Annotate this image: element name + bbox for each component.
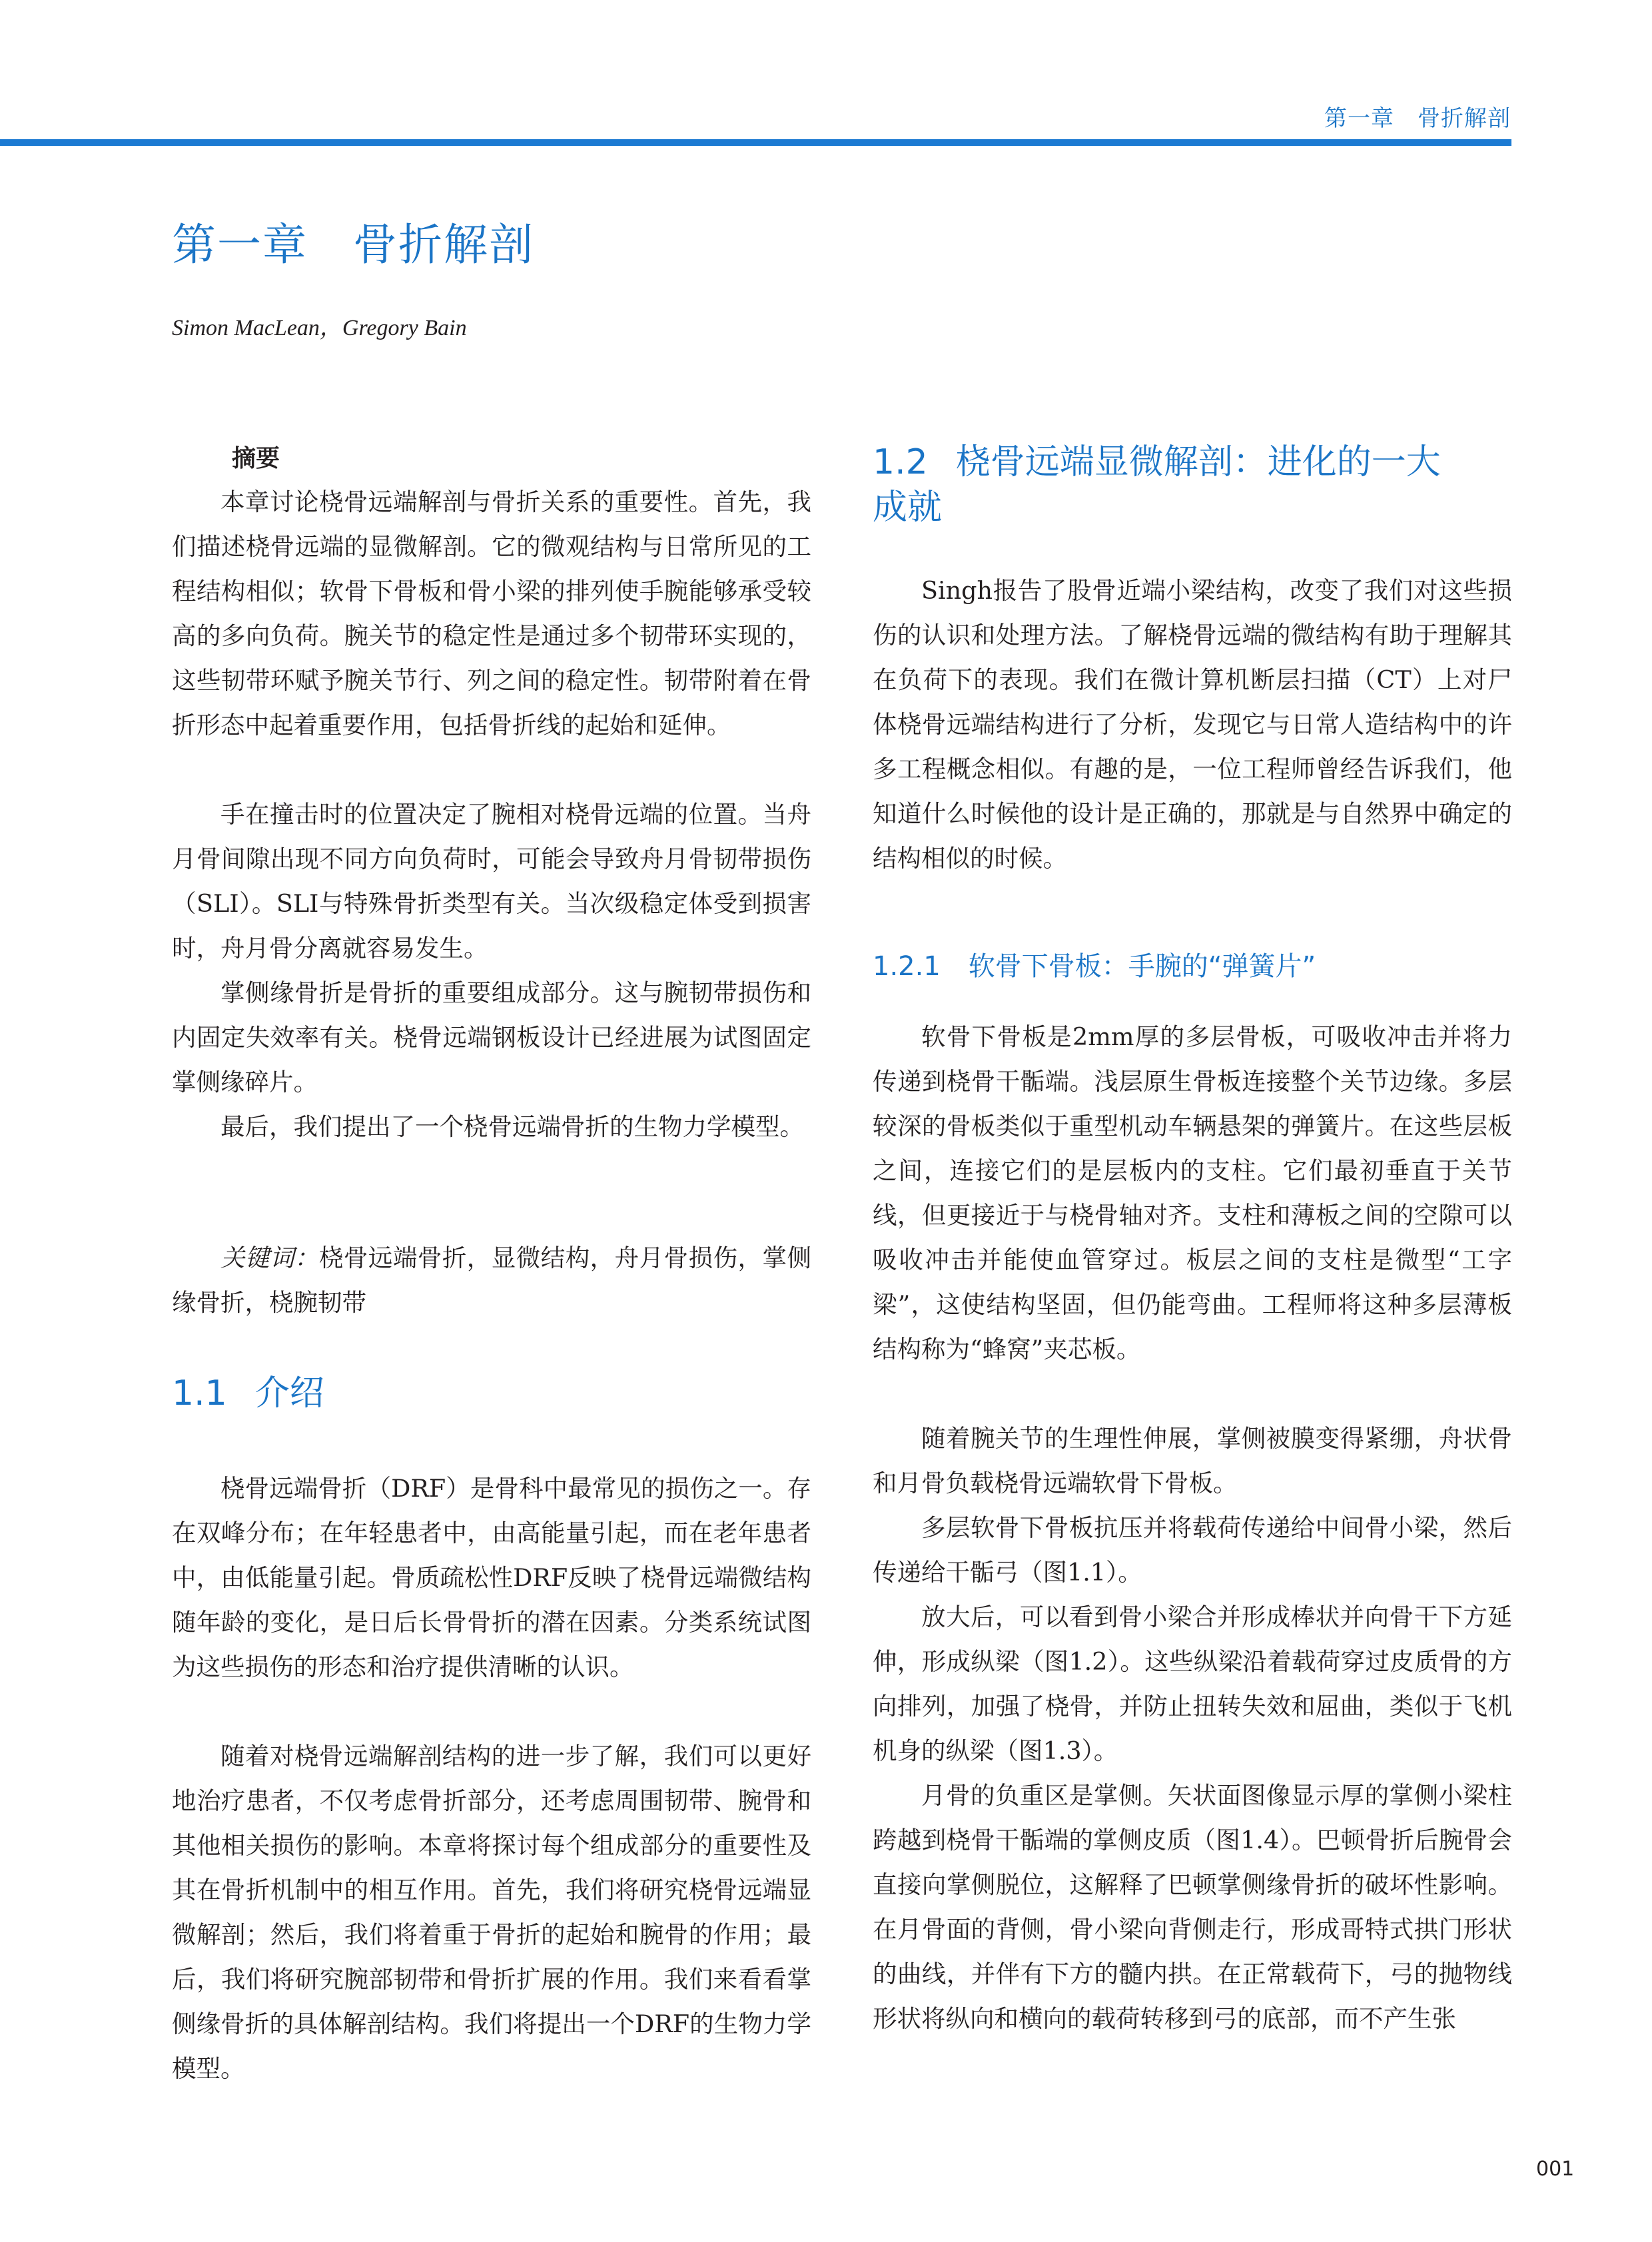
section-number: 1.2.1 [873,951,941,982]
abstract-paragraph: 掌侧缘骨折是骨折的重要组成部分。这与腕韧带损伤和内固定失效率有关。桡骨远端钢板设计已经进展为试图固定掌侧缘碎片。 [172,978,811,1096]
section-title: 软骨下骨板：手腕的“弹簧片” [968,951,1316,982]
section-heading-1-1 [172,1371,324,1416]
abstract-title: 摘要 [232,445,280,472]
body-paragraph: 随着对桡骨远端解剖结构的进一步了解，我们可以更好地治疗患者，不仅考虑骨折部分，还考虑周围韧带、腕骨和其他相关损伤的影响。本章将探讨每个组成部分的重要性及其在骨折机制中的相互作用。首先，我们将研究桡骨远端显微解剖；然后，我们将着重于骨折的起始和腕骨的作用；最后，我们将研究腕部韧带和骨折扩展的作用。我们来看看掌侧缘骨折的具体解剖结构。我们将提出一个DRF的生物力学模型。 [172,1742,811,2083]
section-heading-1-2-1 [873,946,1316,986]
header-rule [0,139,1511,146]
chapter-authors: Simon MacLean，Gregory Bain [172,316,467,340]
section-title: 桡骨远端显微解剖：进化的一大 [955,442,1441,482]
section-number: 1.1 [172,1373,227,1413]
keywords-text: 桡骨远端骨折，显微结构，舟月骨损伤，掌侧缘骨折，桡腕韧带 [172,1244,812,1317]
chapter-title: 第一章 骨折解剖 [172,219,534,270]
keywords-label: 关键词： [220,1244,319,1272]
abstract-paragraph: 手在撞击时的位置决定了腕相对桡骨远端的位置。当舟月骨间隙出现不同方向负荷时，可能会导致舟月骨韧带损伤（SLI）。SLI与特殊骨折类型有关。当次级稳定体受到损害时，舟月骨分离就容易发生。 [172,800,811,962]
body-paragraph: 放大后，可以看到骨小梁合并形成棒状并向骨干下方延伸，形成纵梁（图1.2）。这些纵梁沿着载荷穿过皮质骨的方向排列，加强了桡骨，并防止扭转失效和屈曲，类似于飞机机身的纵梁（图1.3）。 [873,1603,1512,1765]
section-title-continued: 成就 [873,488,943,528]
page-number: 001 [1536,2157,1575,2181]
abstract-paragraph: 最后，我们提出了一个桡骨远端骨折的生物力学模型。 [220,1112,804,1141]
section-title: 介绍 [254,1373,324,1413]
section-heading-1-2 [873,440,1441,530]
keywords [172,1236,811,1325]
running-head: 第一章 骨折解剖 [1324,105,1511,132]
body-paragraph: 桡骨远端骨折（DRF）是骨科中最常见的损伤之一。存在双峰分布；在年轻患者中，由高能量引起，而在老年患者中，由低能量引起。骨质疏松性DRF反映了桡骨远端微结构随年龄的变化，是日后长骨骨折的潜在因素。分类系统试图为这些损伤的形态和治疗提供清晰的认识。 [172,1474,811,1681]
abstract-paragraph: 本章讨论桡骨远端解剖与骨折关系的重要性。首先，我们描述桡骨远端的显微解剖。它的微观结构与日常所见的工程结构相似；软骨下骨板和骨小梁的排列使手腕能够承受较高的多向负荷。腕关节的稳定性是通过多个韧带环实现的，这些韧带环赋予腕关节行、列之间的稳定性。韧带附着在骨折形态中起着重要作用，包括骨折线的起始和延伸。 [172,488,811,739]
body-paragraph: 月骨的负重区是掌侧。矢状面图像显示厚的掌侧小梁柱跨越到桡骨干骺端的掌侧皮质（图1.4）。巴顿骨折后腕骨会直接向掌侧脱位，这解释了巴顿掌侧缘骨折的破坏性影响。在月骨面的背侧，骨小梁向背侧走行，形成哥特式拱门形状的曲线，并伴有下方的髓内拱。在正常载荷下，弓的抛物线形状将纵向和横向的载荷转移到弓的底部，而不产生张 [873,1781,1512,2033]
section-number: 1.2 [873,442,928,482]
body-paragraph: 软骨下骨板是2mm厚的多层骨板，可吸收冲击并将力传递到桡骨干骺端。浅层原生骨板连接整个关节边缘。多层较深的骨板类似于重型机动车辆悬架的弹簧片。在这些层板之间，连接它们的是层板内的支柱。它们最初垂直于关节线，但更接近于与桡骨轴对齐。支柱和薄板之间的空隙可以吸收冲击并能使血管穿过。板层之间的支柱是微型“工字梁”，这使结构坚固，但仍能弯曲。工程师将这种多层薄板结构称为“蜂窝”夹芯板。 [873,1022,1512,1363]
body-paragraph: 多层软骨下骨板抗压并将载荷传递给中间骨小梁，然后传递给干骺弓（图1.1）。 [873,1513,1512,1587]
body-paragraph: Singh报告了股骨近端小梁结构，改变了我们对这些损伤的认识和处理方法。了解桡骨远端的微结构有助于理解其在负荷下的表现。我们在微计算机断层扫描（CT）上对尸体桡骨远端结构进行了分析，发现它与日常人造结构中的许多工程概念相似。有趣的是，一位工程师曾经告诉我们，他知道什么时候他的设计是正确的，那就是与自然界中确定的结构相似的时候。 [873,576,1512,873]
body-paragraph: 随着腕关节的生理性伸展，掌侧被膜变得紧绷，舟状骨和月骨负载桡骨远端软骨下骨板。 [873,1424,1512,1497]
